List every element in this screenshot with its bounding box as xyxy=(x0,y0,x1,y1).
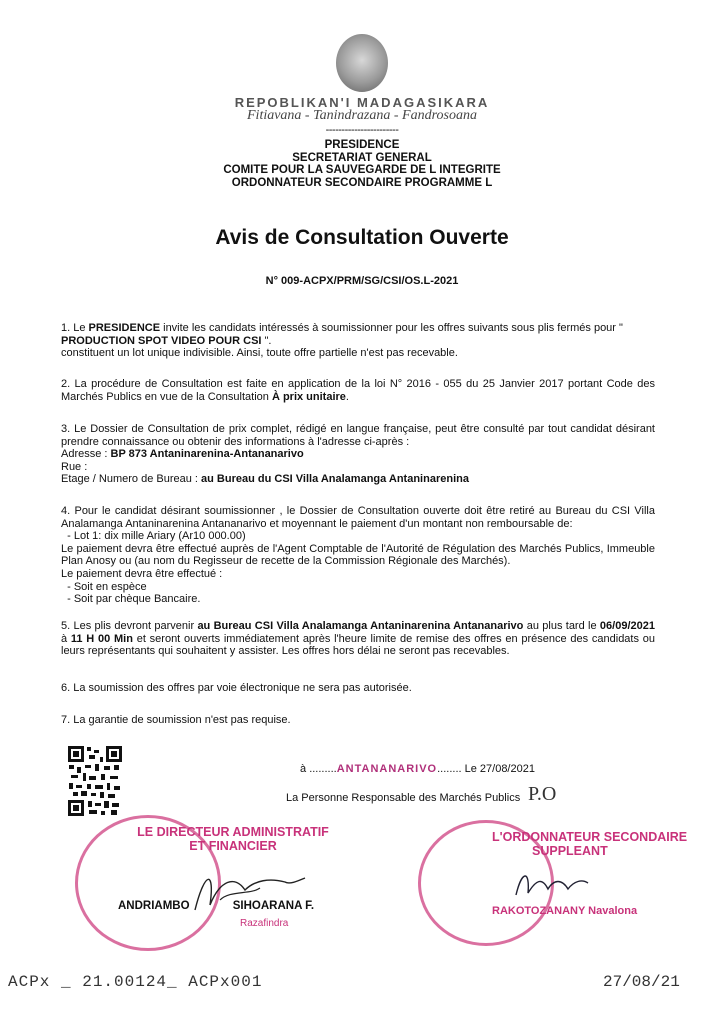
office-value: au Bureau du CSI Villa Analamanga Antaninarenina xyxy=(201,473,469,486)
office-line: ORDONNATEUR SECONDAIRE PROGRAMME L xyxy=(231,176,493,189)
text: à xyxy=(61,632,71,645)
text: 5. Les plis devront parvenir xyxy=(61,620,198,632)
section-7: 7. La garantie de soumission n'est pas requise. xyxy=(61,714,291,726)
left-stamp-title xyxy=(118,825,348,853)
reference-number: N° 009-ACPX/PRM/SG/CSI/OS.L-2021 xyxy=(265,275,459,287)
text: 2. La procédure de Consultation est faite en application de la loi N° 2016 - 055 du 25 Janvier 2017 portant Code des Marchés Publics en vue de la Consultation xyxy=(61,378,655,403)
place-date-line xyxy=(300,763,535,775)
left-handwritten-signature xyxy=(190,860,310,920)
office-line: PRESIDENCE xyxy=(324,139,400,151)
text-bold: PRESIDENCE xyxy=(88,322,161,334)
text: invite les candidats intéressés à soumissionner pour les offres suivants sous plis fermés pour " xyxy=(160,322,623,334)
text: et seront ouverts immédiatement après l'heure limite de remise des offres en présence des candidats ou leurs représentants qui souhaitent y assister. Les offres hors délai ne seront pas recevables. xyxy=(61,632,655,658)
handwritten-date: 27/08/21 xyxy=(603,973,680,991)
text: Le paiement devra être effectué auprès de l'Agent Comptable de l'Autorité de Régulation des Marchés Publics, Immeuble Plan Anosy ou (au nom du Regisseur de recette de la Commission Régionale des Marchés). xyxy=(61,542,655,568)
deadline-time: 11 H 00 Min xyxy=(70,632,133,645)
text-bold: À prix unitaire xyxy=(271,390,346,403)
text: au plus tard le xyxy=(523,620,600,632)
street-label: Rue : xyxy=(61,460,88,473)
section-1 xyxy=(61,322,655,360)
document-title: Avis de Consultation Ouverte xyxy=(215,226,509,249)
payment-option: - Soit en espèce xyxy=(61,580,147,593)
dots: ......... xyxy=(309,763,337,775)
text: Le paiement devra être effectué : xyxy=(61,567,223,580)
stamp-text: ET FINANCIER xyxy=(189,839,277,853)
stamp-text: LE DIRECTEUR ADMINISTRATIF xyxy=(137,825,329,839)
text: 3. Le Dossier de Consultation de prix complet, rédigé en langue française, peut être consulté par tout candidat désirant prendre connaissance ou obtenir des informations à l'adresse ci-après : xyxy=(61,423,655,448)
office-label: Etage / Numero de Bureau : xyxy=(61,473,202,486)
national-motto: Fitiavana - Tanindrazana - Fandrosoana xyxy=(247,108,477,123)
republic-name: REPOBLIKAN'I MADAGASIKARA xyxy=(234,95,490,110)
address-value: BP 873 Antaninarenina-Antananarivo xyxy=(110,448,304,461)
stamp-text: SUPPLEANT xyxy=(532,844,608,858)
section-5 xyxy=(61,620,655,658)
text: à xyxy=(300,763,310,775)
prm-label: La Personne Responsable des Marchés Publics xyxy=(286,792,521,804)
section-4 xyxy=(61,505,655,606)
section-3 xyxy=(61,423,655,486)
handwritten-po: P.O xyxy=(528,783,557,805)
stamp-text: L'ORDONNATEUR SECONDAIRE xyxy=(492,830,688,844)
text: ". xyxy=(261,334,272,347)
lot-item: - Lot 1: dix mille Ariary (Ar10 000.00) xyxy=(61,530,246,543)
office-block xyxy=(150,139,574,189)
text-bold: au Bureau CSI Villa Analamanga Antaninarenina Antananarivo xyxy=(197,620,524,632)
office-line: SECRETARIAT GENERAL xyxy=(292,151,432,164)
office-line: COMITE POUR LA SAUVEGARDE DE L INTEGRITE xyxy=(223,164,501,176)
text: . xyxy=(345,390,349,403)
document-date: Le 27/08/2021 xyxy=(461,763,535,775)
stamp-text: SIHOARANA F. xyxy=(232,900,315,912)
dots: ........ xyxy=(437,763,462,775)
handwritten-place: ANTANANARIVO xyxy=(336,763,438,775)
payment-option: - Soit par chèque Bancaire. xyxy=(61,593,201,606)
handwritten-reference: ACPx _ 21.00124_ ACPx001 xyxy=(8,973,263,991)
text: 4. Pour le candidat désirant soumissionner , le Dossier de Consultation ouverte doit être retiré au Bureau du CSI Villa Analamanga Antaninarenina Antananarivo et moyennant le paiement d'un montant non remboursable de: xyxy=(61,505,655,530)
text: 1. Le xyxy=(61,322,89,334)
deadline-date: 06/09/2021 xyxy=(599,620,655,632)
right-handwritten-signature xyxy=(512,865,592,905)
project-name: PRODUCTION SPOT VIDEO POUR CSI xyxy=(61,334,262,347)
stamp-text: ANDRIAMBO xyxy=(118,900,190,912)
left-stamp-sub: Razafindra xyxy=(240,918,289,929)
section-6: 6. La soumission des offres par voie électronique ne sera pas autorisée. xyxy=(61,682,412,694)
text: constituent un lot unique indivisible. Ainsi, toute offre partielle n'est pas recevable. xyxy=(61,347,458,360)
header-separator: ----------------------- xyxy=(325,124,399,136)
section-2 xyxy=(61,378,655,403)
right-signatory-name: RAKOTOZANANY Navalona xyxy=(492,905,638,917)
address-label: Adresse : xyxy=(61,448,111,461)
right-stamp-title xyxy=(492,830,692,858)
qr-code xyxy=(67,745,123,817)
national-seal xyxy=(336,34,388,92)
